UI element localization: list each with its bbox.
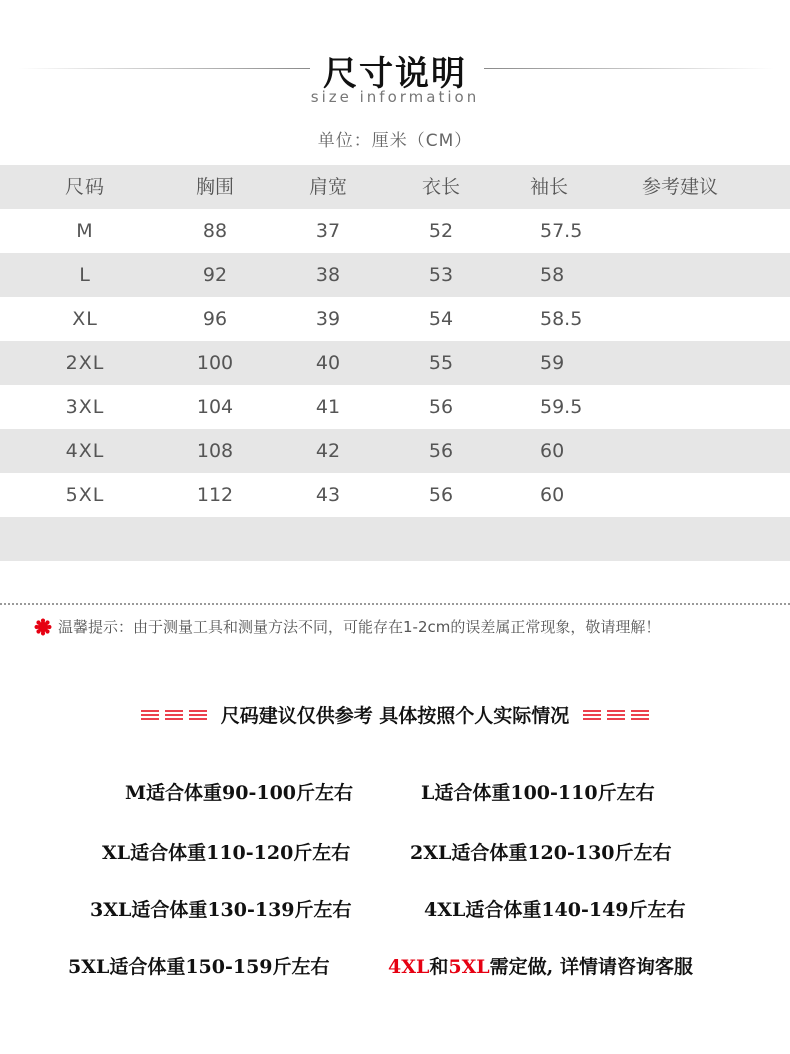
- table-cell: 108: [196, 440, 234, 462]
- triple-line-left-icon: [141, 701, 207, 731]
- weight-recommendation: M适合体重90-100斤左右: [125, 782, 354, 804]
- column-header: 尺码: [64, 176, 105, 198]
- table-cell: 5XL: [65, 484, 105, 506]
- table-cell: [615, 385, 745, 429]
- recommendation-heading: [0, 700, 790, 730]
- table-cell: 43: [315, 484, 341, 506]
- dotted-divider: [0, 603, 790, 605]
- table-cell: 53: [428, 264, 454, 286]
- weight-recommendation: L适合体重100-110斤左右: [421, 782, 655, 804]
- custom-rest: 需定做, 详情请咨询客服: [489, 956, 693, 978]
- table-cell: 41: [315, 396, 341, 418]
- table-cell: 3XL: [65, 396, 105, 418]
- table-row: [0, 253, 790, 297]
- table-cell: 52: [428, 220, 454, 242]
- table-cell: 39: [315, 308, 341, 330]
- table-cell: [615, 209, 745, 253]
- table-cell: [615, 429, 745, 473]
- table-header-row: [0, 165, 790, 209]
- table-cell: 4XL: [65, 440, 105, 462]
- table-cell: 100: [196, 352, 234, 374]
- table-cell: 2XL: [65, 352, 105, 374]
- size-table: [0, 165, 790, 561]
- custom-size-b: 5XL: [448, 956, 490, 978]
- table-row: [0, 209, 790, 253]
- table-cell: 56: [428, 396, 454, 418]
- measurement-tip: [34, 615, 660, 639]
- table-cell: 88: [202, 220, 228, 242]
- tip-text: 温馨提示：由于测量工具和测量方法不同，可能存在1-2cm的误差属正常现象，敬请理解！: [58, 618, 661, 636]
- custom-size-a: 4XL: [388, 956, 430, 978]
- weight-recommendation: XL适合体重110-120斤左右: [102, 842, 351, 864]
- table-cell: 58: [540, 264, 565, 286]
- weight-recommendation: 2XL适合体重120-130斤左右: [410, 842, 672, 864]
- table-cell: 54: [428, 308, 454, 330]
- title-divider-right: [484, 68, 774, 69]
- weight-recommendation: 4XL适合体重140-149斤左右: [424, 899, 686, 921]
- table-cell: M: [76, 220, 94, 242]
- table-cell: 58.5: [540, 308, 583, 330]
- weight-recommendation: 5XL适合体重150-159斤左右: [68, 956, 330, 978]
- table-cell: [615, 473, 745, 517]
- table-cell: 42: [315, 440, 341, 462]
- table-cell: 60: [540, 440, 565, 462]
- unit-label: 单位：厘米（CM）: [317, 131, 473, 151]
- table-cell: 104: [196, 396, 234, 418]
- column-header: 参考建议: [641, 176, 718, 198]
- table-cell: 59.5: [540, 396, 583, 418]
- table-cell: L: [79, 264, 91, 286]
- weight-recommendation: 3XL适合体重130-139斤左右: [90, 899, 352, 921]
- table-cell: [615, 297, 745, 341]
- column-header: 胸围: [195, 176, 234, 198]
- table-cell: 57.5: [540, 220, 583, 242]
- custom-and: 和: [429, 956, 449, 978]
- table-cell: 38: [315, 264, 341, 286]
- flower-icon: [34, 618, 52, 636]
- table-cell: 40: [315, 352, 341, 374]
- table-cell: 37: [315, 220, 341, 242]
- custom-order-note: [388, 952, 693, 982]
- table-cell: 112: [196, 484, 234, 506]
- table-row: [0, 473, 790, 517]
- page-subtitle: size information: [310, 88, 480, 106]
- table-cell: 60: [540, 484, 565, 506]
- column-header: 肩宽: [308, 176, 347, 198]
- column-header: 袖长: [530, 176, 569, 198]
- table-cell: 59: [540, 352, 565, 374]
- table-cell: [615, 341, 745, 385]
- page-title: 尺寸说明: [323, 54, 467, 94]
- table-cell: 96: [202, 308, 228, 330]
- table-cell: XL: [72, 308, 98, 330]
- triple-line-right-icon: [583, 701, 649, 731]
- table-cell: 92: [202, 264, 228, 286]
- table-row-empty: [0, 517, 790, 561]
- column-header: 衣长: [421, 176, 460, 198]
- recommendation-title: 尺码建议仅供参考 具体按照个人实际情况: [220, 705, 570, 727]
- table-cell: [615, 253, 745, 297]
- table-cell: 56: [428, 440, 454, 462]
- table-cell: 56: [428, 484, 454, 506]
- table-cell: 55: [428, 352, 454, 374]
- table-row: [0, 385, 790, 429]
- table-row: [0, 297, 790, 341]
- table-row: [0, 341, 790, 385]
- table-row: [0, 429, 790, 473]
